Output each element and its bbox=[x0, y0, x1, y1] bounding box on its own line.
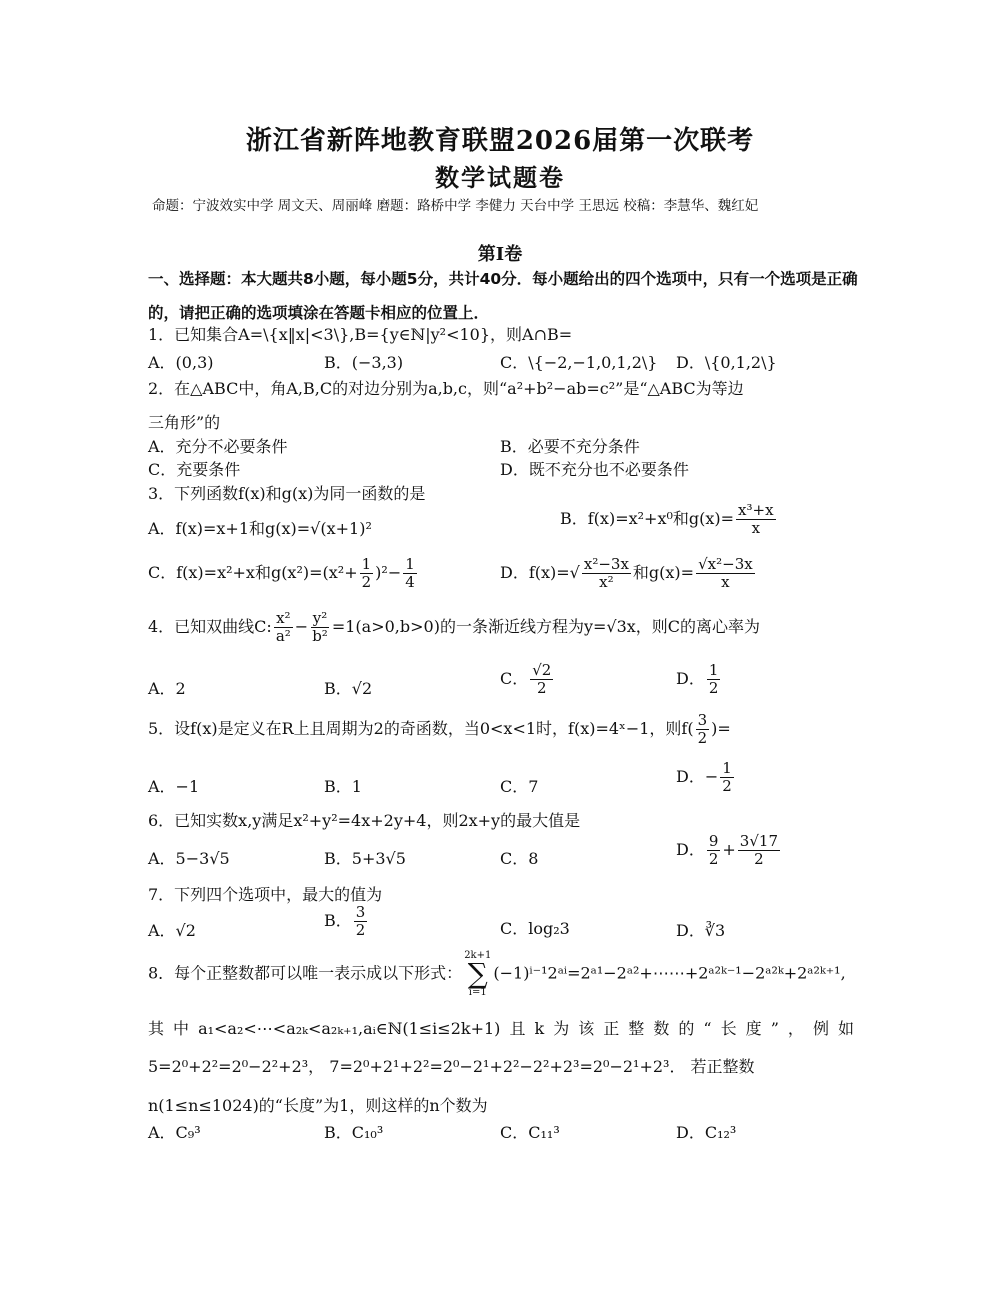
q1-option-c: C．\{−2,−1,0,1,2\} bbox=[500, 353, 658, 372]
q6-stem: 6．已知实数x,y满足x²+y²=4x+2y+4，则2x+y的最大值是 bbox=[148, 811, 581, 830]
q4-d-denominator: 2 bbox=[708, 679, 719, 697]
q7-option-b bbox=[324, 904, 369, 939]
q6-option-d-plus: + bbox=[722, 840, 736, 859]
q3-c-denominator-1: 2 bbox=[361, 573, 372, 591]
q6-option-d-fraction-1 bbox=[707, 833, 721, 868]
q7-option-d: D．∛3 bbox=[676, 921, 726, 940]
q6-option-b: B．5+3√5 bbox=[324, 849, 406, 868]
q5-d-denominator: 2 bbox=[722, 777, 732, 795]
q4-option-c bbox=[500, 662, 555, 697]
q2-option-d: D．既不充分也不必要条件 bbox=[500, 460, 689, 479]
q8-summation bbox=[464, 950, 491, 998]
q6-option-a: A．5−3√5 bbox=[148, 849, 230, 868]
q3-option-c-mid: )²− bbox=[375, 563, 402, 582]
q1-stem: 1．已知集合A=\{x‖x|<3\},B={y∈ℕ|y²<10}，则A∩B= bbox=[148, 325, 573, 344]
q8-option-c: C．C₁₁³ bbox=[500, 1123, 560, 1142]
q3-option-c bbox=[148, 556, 419, 591]
q8-stem bbox=[148, 950, 846, 998]
q4-denominator-2: b² bbox=[312, 627, 328, 645]
q7-option-b-label: B． bbox=[324, 911, 352, 930]
q8-option-b: B．C₁₀³ bbox=[324, 1123, 384, 1142]
q3-option-b-fraction bbox=[736, 502, 776, 537]
q3-b-denominator: x bbox=[751, 519, 761, 537]
q8-sum-sigma: ∑ bbox=[467, 957, 488, 990]
q5-option-d bbox=[676, 760, 736, 795]
q4-option-b: B．√2 bbox=[324, 679, 373, 698]
q4-option-d bbox=[676, 662, 722, 697]
q3-option-b bbox=[560, 502, 778, 537]
q2-option-b: B．必要不充分条件 bbox=[500, 437, 640, 456]
q1-option-b: B．(−3,3) bbox=[324, 353, 404, 372]
q5-fraction bbox=[696, 712, 710, 747]
q6-option-d bbox=[676, 833, 782, 868]
exam-subtitle: 数学试题卷 bbox=[435, 163, 565, 192]
q4-numerator-1: x² bbox=[276, 609, 291, 627]
q4-denominator-1: a² bbox=[275, 627, 291, 645]
q8-option-d: D．C₁₂³ bbox=[676, 1123, 737, 1142]
q4-c-denominator: 2 bbox=[537, 679, 547, 697]
q4-stem-suffix: =1(a>0,b>0)的一条渐近线方程为y=√3x，则C的离心率为 bbox=[331, 617, 761, 636]
q8-line2: 其中a₁<a₂<⋯<a₂ₖ<a₂ₖ₊₁,aᵢ∈ℕ(1≤i≤2k+1)且k为该正整数的“长度”，例如 bbox=[148, 1019, 854, 1038]
q2-stem-line2: 三角形”的 bbox=[148, 413, 221, 432]
q8-line3: 5=2⁰+2²=2⁰−2²+2³， 7=2⁰+2¹+2²=2⁰−2¹+2²−2²+2³=2⁰−2¹+2³． 若正整数 bbox=[148, 1057, 755, 1076]
q8-line4: n(1≤n≤1024)的“长度”为1，则这样的n个数为 bbox=[148, 1096, 488, 1115]
q5-stem bbox=[148, 712, 731, 747]
q4-fraction-2 bbox=[310, 610, 330, 645]
q3-d-numerator-2: √x²−3x bbox=[698, 555, 753, 573]
q4-numerator-2: y² bbox=[312, 609, 328, 627]
q1-option-a: A．(0,3) bbox=[148, 353, 214, 372]
q3-c-numerator-1: 1 bbox=[361, 555, 372, 573]
q4-option-d-fraction bbox=[707, 662, 721, 697]
q7-b-numerator: 3 bbox=[355, 903, 366, 921]
q7-b-denominator: 2 bbox=[355, 921, 366, 939]
q1-option-d: D．\{0,1,2\} bbox=[676, 353, 777, 372]
q4-stem-prefix: 4．已知双曲线C: bbox=[148, 617, 272, 636]
q3-option-d bbox=[500, 556, 757, 591]
q2-option-a: A．充分不必要条件 bbox=[148, 437, 288, 456]
q3-option-c-fraction-2 bbox=[403, 556, 417, 591]
q5-option-d-label: D．− bbox=[676, 767, 719, 786]
exam-credits: 命题：宁波效实中学 周文天、周丽峰 磨题：路桥中学 李健力 天台中学 王思远 校稿：李慧华、魏红妃 bbox=[152, 198, 759, 214]
q3-d-denominator-1: x² bbox=[599, 573, 614, 591]
volume-heading: 第Ⅰ卷 bbox=[477, 244, 523, 265]
q2-option-c: C．充要条件 bbox=[148, 460, 241, 479]
q8-stem-prefix: 8．每个正整数都可以唯一表示成以下形式： bbox=[148, 963, 463, 983]
q4-c-numerator: √2 bbox=[532, 661, 552, 679]
q4-d-numerator: 1 bbox=[708, 661, 719, 679]
q4-option-c-fraction bbox=[530, 662, 553, 697]
q3-option-c-text: C．f(x)=x²+x和g(x²)=(x²+ bbox=[148, 563, 358, 582]
q8-option-a: A．C₉³ bbox=[148, 1123, 201, 1142]
q6-d-denominator-2: 2 bbox=[754, 850, 764, 868]
q4-option-c-label: C． bbox=[500, 669, 529, 688]
q3-d-denominator-2: x bbox=[721, 573, 730, 591]
q5-denominator: 2 bbox=[697, 729, 708, 747]
q7-stem: 7．下列四个选项中，最大的值为 bbox=[148, 885, 383, 904]
q3-b-numerator: x³+x bbox=[738, 501, 774, 519]
q3-c-denominator-2: 4 bbox=[405, 573, 415, 591]
q3-d-numerator-1: x²−3x bbox=[583, 555, 629, 573]
q3-option-d-text: D．f(x)=√ bbox=[500, 563, 580, 582]
q5-option-a: A．−1 bbox=[148, 777, 200, 796]
q6-option-c: C．8 bbox=[500, 849, 539, 868]
q7-option-c: C．log₂3 bbox=[500, 919, 570, 938]
q3-option-a: A．f(x)=x+1和g(x)=√(x+1)² bbox=[148, 519, 372, 538]
q5-stem-suffix: )= bbox=[711, 719, 731, 738]
q5-numerator: 3 bbox=[697, 711, 708, 729]
q4-fraction-1 bbox=[274, 610, 293, 645]
q6-option-d-label: D． bbox=[676, 840, 705, 859]
q4-stem bbox=[148, 610, 760, 645]
q4-option-a: A．2 bbox=[148, 679, 186, 698]
q5-stem-prefix: 5．设f(x)是定义在R上且周期为2的奇函数，当0<x<1时，f(x)=4ˣ−1，则f( bbox=[148, 719, 694, 738]
q7-option-b-fraction bbox=[354, 904, 368, 939]
q3-option-d-mid: 和g(x)= bbox=[632, 563, 695, 582]
q6-d-denominator-1: 2 bbox=[708, 850, 719, 868]
q3-stem: 3．下列函数f(x)和g(x)为同一函数的是 bbox=[148, 484, 426, 503]
q5-option-b: B．1 bbox=[324, 777, 362, 796]
exam-title: 浙江省新阵地教育联盟2026届第一次联考 bbox=[245, 126, 755, 156]
q8-stem-formula: (−1)ⁱ⁻¹2ᵃⁱ=2ᵃ¹−2ᵃ²+⋯⋯+2ᵃ²ᵏ⁻¹−2ᵃ²ᵏ+2ᵃ²ᵏ⁺¹, bbox=[493, 963, 846, 983]
q3-option-d-fraction-2 bbox=[696, 556, 755, 591]
q4-option-d-label: D． bbox=[676, 669, 705, 688]
q6-d-numerator-1: 9 bbox=[708, 832, 719, 850]
section-instructions: 一、选择题：本大题共8小题，每小题5分，共计40分．每小题给出的四个选项中，只有一个选项是正确的，请把正确的选项填涂在答题卡相应的位置上． bbox=[148, 270, 858, 322]
q6-d-numerator-2: 3√17 bbox=[739, 832, 778, 850]
q4-minus: − bbox=[294, 617, 309, 636]
q5-option-c: C．7 bbox=[500, 777, 539, 796]
q2-stem-line1: 2．在△ABC中，角A,B,C的对边分别为a,b,c，则“a²+b²−ab=c²”是“△ABC为等边 bbox=[148, 379, 744, 398]
q5-option-d-fraction bbox=[720, 760, 734, 795]
q7-option-a: A．√2 bbox=[148, 921, 196, 940]
q3-c-numerator-2: 1 bbox=[405, 555, 415, 573]
q8-sum-lower: i=1 bbox=[468, 987, 487, 998]
q3-option-c-fraction-1 bbox=[360, 556, 374, 591]
q5-d-numerator: 1 bbox=[722, 759, 732, 777]
q6-option-d-fraction-2 bbox=[738, 833, 780, 868]
q3-option-b-text: B．f(x)=x²+x⁰和g(x)= bbox=[560, 509, 735, 528]
q3-option-d-fraction-1 bbox=[582, 556, 631, 591]
q8-sum-upper: 2k+1 bbox=[464, 950, 492, 961]
